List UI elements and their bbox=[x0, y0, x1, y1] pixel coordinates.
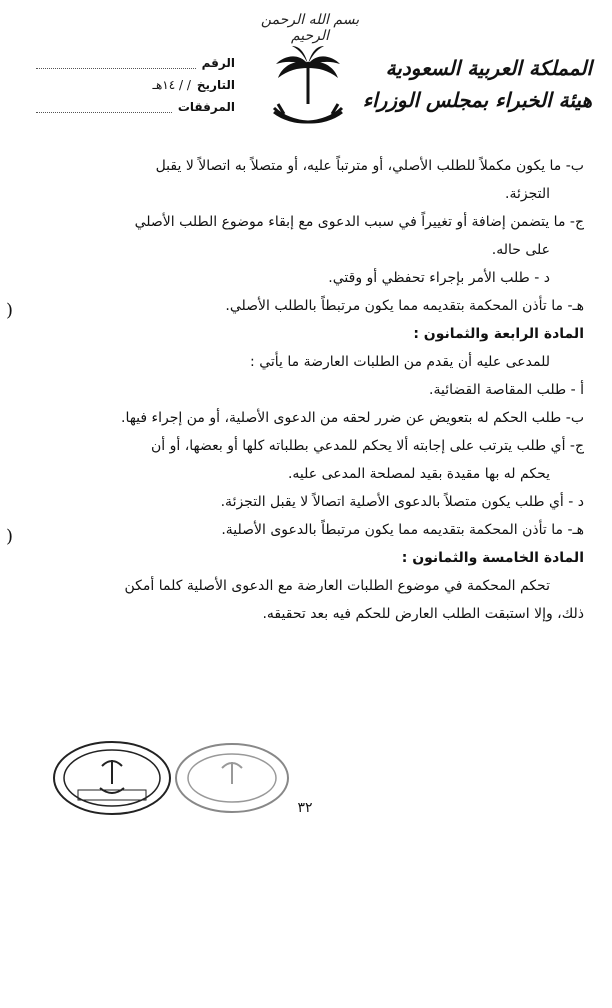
attachments-label: المرفقات bbox=[177, 100, 235, 114]
date-label: التاريخ bbox=[196, 78, 235, 92]
text-line: على حاله. bbox=[491, 242, 550, 258]
official-seals bbox=[50, 738, 300, 818]
text-line: للمدعى عليه أن يقدم من الطلبات العارضة ما يأتي : bbox=[250, 354, 550, 370]
text-line: هـ- ما تأذن المحكمة بتقديمه مما يكون مرتبطاً بالدعوى الأصلية. bbox=[221, 522, 584, 538]
text-line: ب- ما يكون مكملاً للطلب الأصلي، أو مترتباً عليه، أو متصلاً به اتصالاً لا يقبل bbox=[155, 158, 584, 174]
text-line: يحكم له بها مقيدة بقيد لمصلحة المدعى عليه. bbox=[287, 466, 550, 482]
ref-label: الرقم bbox=[201, 56, 235, 70]
text-line: ج- أي طلب يترتب على إجابته ألا يحكم للمدعي بطلباته كلها أو بعضها، أو أن bbox=[151, 438, 584, 454]
text-line: هـ- ما تأذن المحكمة بتقديمه مما يكون مرتبطاً بالطلب الأصلي. bbox=[225, 298, 584, 314]
saudi-emblem-icon bbox=[268, 42, 348, 138]
reference-box bbox=[30, 52, 235, 118]
text-line: د - طلب الأمر بإجراء تحفظي أو وقتي. bbox=[328, 270, 550, 286]
kingdom-line: المملكة العربية السعودية bbox=[385, 56, 592, 80]
date-value: / / ١٤هـ bbox=[152, 78, 191, 92]
seal-left-icon bbox=[54, 742, 170, 814]
text-line: تحكم المحكمة في موضوع الطلبات العارضة مع الدعوى الأصلية كلما أمكن bbox=[124, 578, 550, 594]
text-line: ج- ما يتضمن إضافة أو تغييراً في سبب الدعوى مع إبقاء موضوع الطلب الأصلي bbox=[134, 214, 584, 230]
text-line: د - أي طلب يكون متصلاً بالدعوى الأصلية اتصالاً لا يقبل التجزئة. bbox=[220, 494, 584, 510]
text-line: ذلك، وإلا استبقت الطلب العارض للحكم فيه بعد تحقيقه. bbox=[262, 606, 584, 622]
document-body bbox=[28, 152, 584, 628]
basmala: بسم الله الرحمن الرحيم bbox=[260, 12, 360, 44]
article-heading: المادة الخامسة والثمانون : bbox=[401, 550, 584, 566]
article-heading: المادة الرابعة والثمانون : bbox=[413, 326, 584, 342]
text-line: التجزئة. bbox=[505, 186, 550, 202]
page-number: ٣٢ bbox=[297, 800, 313, 816]
ref-row bbox=[30, 52, 235, 74]
date-row bbox=[30, 74, 235, 96]
margin-mark-icon: ) bbox=[6, 526, 14, 547]
text-line: ب- طلب الحكم له بتعويض عن ضرر لحقه من الدعوى الأصلية، أو من إجراء فيها. bbox=[121, 410, 584, 426]
kingdom-header bbox=[362, 52, 592, 116]
attachments-dots bbox=[36, 102, 172, 113]
margin-mark-icon: ) bbox=[6, 300, 14, 321]
authority-line: هيئة الخبراء بمجلس الوزراء bbox=[362, 88, 592, 112]
ref-dots bbox=[36, 58, 196, 69]
text-line: أ - طلب المقاصة القضائية. bbox=[429, 382, 584, 398]
attachments-row bbox=[30, 96, 235, 118]
